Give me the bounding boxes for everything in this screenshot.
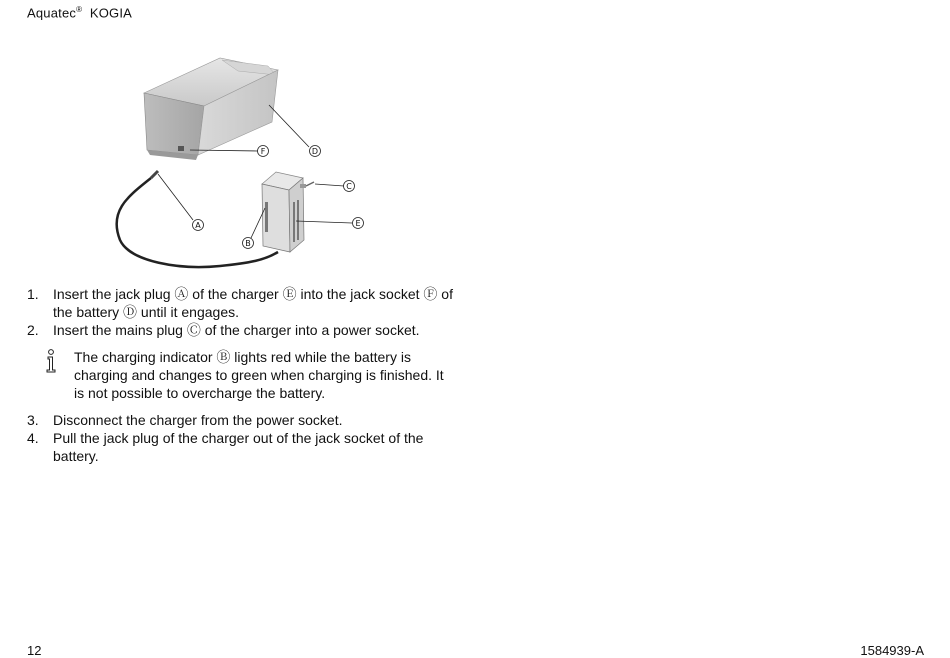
- battery-charger-illustration: [100, 30, 380, 275]
- model-name: KOGIA: [89, 5, 133, 21]
- step-text: Disconnect the charger from the power socket.: [53, 412, 343, 428]
- callout-a: [193, 220, 204, 231]
- info-icon: [27, 348, 74, 402]
- registered-mark: ®: [76, 5, 83, 14]
- svg-text:B: B: [245, 239, 251, 248]
- callout-c: [344, 181, 355, 192]
- step-number: 2.: [27, 322, 39, 338]
- callout-e: [353, 218, 364, 229]
- step-3: [27, 411, 457, 429]
- page-number: 12: [27, 643, 42, 658]
- svg-text:F: F: [260, 147, 266, 156]
- note-text: The charging indicator Ⓑ lights red while the battery is charging and changes to green when charging is finished. It is not possible to overcharge the battery.: [74, 349, 444, 401]
- step-4: [27, 429, 457, 465]
- step-1: [27, 285, 457, 321]
- step-text: Insert the jack plug Ⓐ of the charger Ⓔ into the jack socket Ⓕ of the battery Ⓓ until it engages.: [53, 286, 453, 320]
- svg-text:D: D: [311, 147, 319, 156]
- page-header: [27, 5, 132, 20]
- step-2: [27, 321, 457, 339]
- step-number: 1.: [27, 286, 39, 302]
- brand-name: Aquatec: [27, 5, 77, 21]
- callout-f: [258, 146, 269, 157]
- document-id: 1584939-A: [860, 643, 924, 658]
- battery: [144, 58, 278, 160]
- battery-charger-diagram: [100, 30, 380, 275]
- svg-text:A: A: [195, 221, 201, 230]
- step-text: Pull the jack plug of the charger out of the jack socket of the battery.: [53, 430, 424, 464]
- callout-d: [310, 146, 321, 157]
- charger: [262, 172, 314, 252]
- info-note: [27, 348, 457, 402]
- step-text: Insert the mains plug Ⓒ of the charger into a power socket.: [53, 322, 420, 338]
- svg-text:E: E: [355, 219, 361, 228]
- step-number: 3.: [27, 412, 39, 428]
- step-number: 4.: [27, 430, 39, 446]
- callout-b: [243, 238, 254, 249]
- svg-text:C: C: [346, 182, 352, 191]
- instruction-steps: [27, 285, 457, 465]
